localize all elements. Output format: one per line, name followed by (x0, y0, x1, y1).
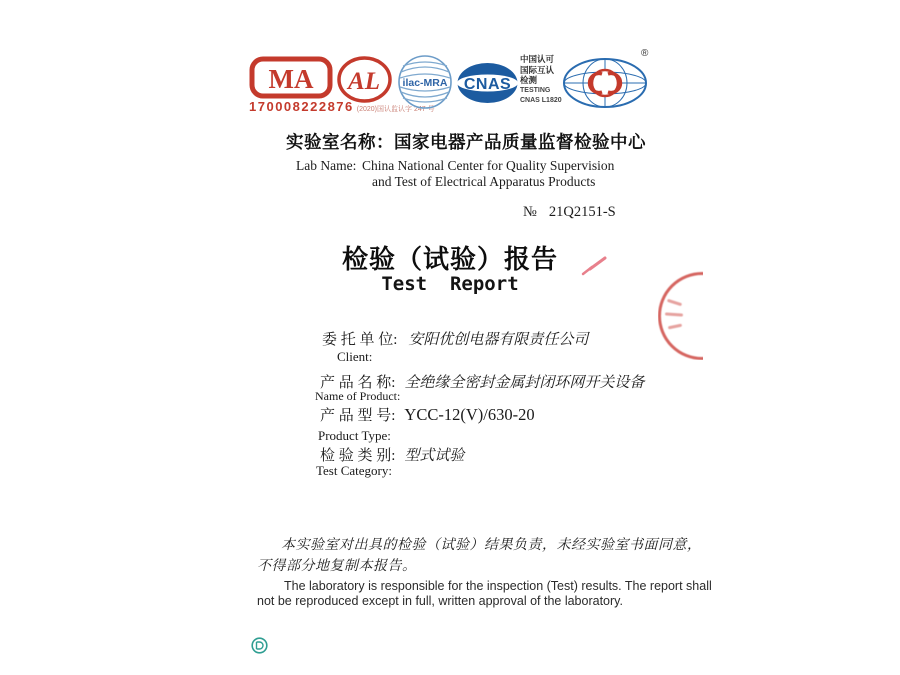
field-label-cn: 产 品 名 称: (320, 375, 396, 391)
statement-en-line1: The laboratory is responsible for the inspection (Test) results. The report shall (284, 579, 712, 593)
report-number-value: 21Q2151-S (548, 204, 616, 220)
accreditation-line: TESTING (520, 86, 551, 94)
cnas-icon (457, 62, 518, 104)
field-label-en: Test Category: (316, 463, 392, 478)
teal-seal-icon (251, 637, 268, 654)
lab-name-label-en: Lab Name: (296, 158, 357, 173)
accreditation-line: 检测 (520, 75, 538, 85)
red-stamp-arc (658, 272, 703, 360)
cma-certificate-number: 170008222876 (2020)国认监认字 247 号 (249, 99, 435, 114)
svg-text:MA: MA (268, 64, 314, 94)
institute-globe-icon (562, 57, 648, 109)
lab-name-en-line1: China National Center for Quality Supervision (362, 158, 615, 173)
lab-name-cn: 实验室名称：国家电器产品质量监督检验中心 (286, 132, 646, 152)
stamp-mark (665, 312, 683, 316)
svg-text:ilac-MRA: ilac-MRA (402, 77, 448, 89)
field-label-cn: 产 品 型 号: (320, 408, 396, 424)
registered-trademark-symbol: ® (641, 48, 649, 59)
field-label-en: Client: (337, 349, 373, 364)
field-client (322, 328, 588, 349)
accreditation-line: 国际互认 (520, 64, 555, 75)
field-test-category (320, 444, 464, 465)
statement-en-line2: not be reproduced except in full, written approval of the laboratory. (257, 594, 623, 608)
numero-symbol: № (523, 204, 537, 220)
red-pen-mark (581, 254, 611, 278)
field-label-cn: 检 验 类 别: (320, 448, 396, 464)
field-value: 安阳优创电器有限责任公司 (408, 332, 589, 348)
svg-text:AL: AL (348, 68, 380, 95)
statement-cn-line2: 不得部分地复制本报告。 (257, 559, 417, 574)
stamp-mark (667, 299, 682, 306)
svg-text:CNAS: CNAS (463, 76, 512, 93)
report-number (523, 204, 616, 221)
accreditation-line: 中国认可 (520, 54, 555, 64)
cal-certification-icon (336, 55, 393, 104)
report-title-cn: 检验（试验）报告 (341, 244, 558, 274)
field-value: 全绝缘全密封金属封闭环网开关设备 (404, 375, 645, 391)
stamp-mark (668, 324, 682, 330)
field-value: 型式试验 (404, 448, 465, 464)
ilac-mra-icon (397, 54, 453, 110)
accreditation-line: CNAS L1820 (520, 97, 562, 104)
cma-certification-icon (249, 56, 333, 99)
field-value: YCC-12(V)/630-20 (404, 405, 535, 424)
accreditation-text-block (520, 54, 566, 107)
statement-cn-line1: 本实验室对出具的检验（试验）结果负责，未经实验室书面同意， (281, 538, 702, 553)
cma-certificate-note: (2020)国认监认字 247 号 (356, 106, 435, 113)
report-title-en: Test Report (381, 273, 519, 295)
red-stamp (658, 270, 703, 360)
field-product-type (320, 404, 535, 425)
field-label-en: Product Type: (318, 428, 391, 443)
field-label-en: Name of Product: (315, 389, 401, 403)
lab-name-en-line2: and Test of Electrical Apparatus Products (372, 174, 596, 189)
field-label-cn: 委 托 单 位: (322, 332, 398, 348)
